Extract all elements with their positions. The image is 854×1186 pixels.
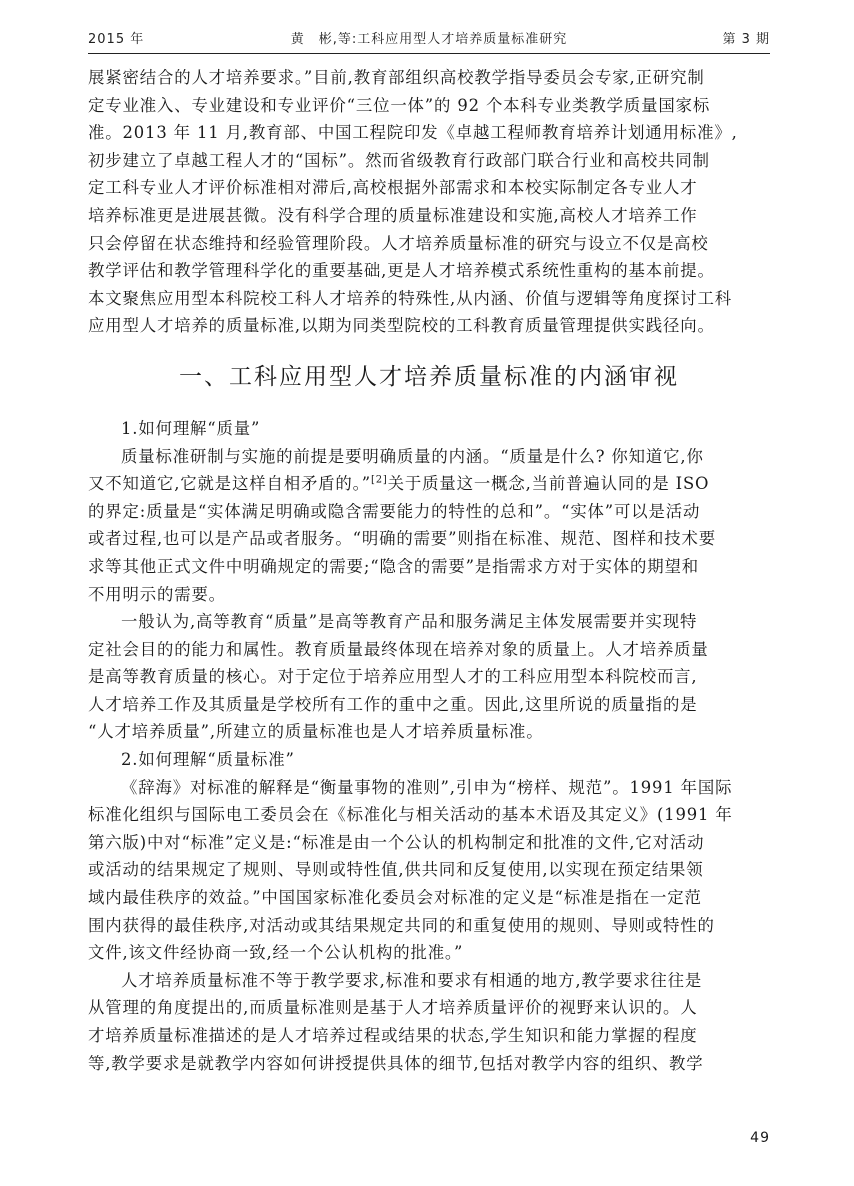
article-body [88,64,770,1077]
section-heading: 一、工科应用型人才培养质量标准的内涵审视 [179,363,679,390]
standard-definition-paragraph [88,774,770,967]
intro-paragraph [88,64,770,340]
text-line [88,470,770,498]
running-header [88,26,770,50]
text-line: 或者过程,也可以是产品或者服务。“明确的需要”则指在标准、规范、图样和技术要 [88,529,716,549]
text-line: 域内最佳秩序的效益。”中国国家标准化委员会对标准的定义是“标准是指在一定范 [88,888,702,908]
text-line: 本文聚焦应用型本科院校工科人才培养的特殊性,从内涵、价值与逻辑等角度探讨工科 [88,288,732,308]
text-segment: 又不知道它,它就是这样自相矛盾的。” [88,474,371,494]
text-line: 不用明示的需要。 [88,584,226,604]
text-line: 培养标准更是进展甚微。没有科学合理的质量标准建设和实施,高校人才培养工作 [88,205,698,225]
text-line: 《辞海》对标准的解释是“衡量事物的准则”,引申为“榜样、规范”。1991 年国际 [121,777,733,797]
text-line: 定专业准入、专业建设和专业评价“三位一体”的 92 个本科专业类教学质量国家标 [88,95,711,115]
text-line: 应用型人才培养的质量标准,以期为同类型院校的工科教育质量管理提供实践径向。 [88,316,715,336]
page-number: 49 [750,1130,770,1146]
text-line: 一般认为,高等教育“质量”是高等教育产品和服务满足主体发展需要并实现特 [121,612,698,632]
text-line: 从管理的角度提出的,而质量标准则是基于人才培养质量评价的视野来认识的。人 [88,998,698,1018]
subheading-quality-standard: 2.如何理解“质量标准” [121,750,295,770]
header-year: 2015 年 [88,32,145,47]
subheading-quality: 1.如何理解“质量” [121,418,261,438]
citation-link[interactable]: [2] [370,474,388,486]
text-line: 定社会目的的能力和属性。教育质量最终体现在培养对象的质量上。人才培养质量 [88,639,709,659]
text-line: 准。2013 年 11 月,教育部、中国工程院印发《卓越工程师教育培养计划通用标准》, [88,123,738,143]
text-line: 的界定:质量是“实体满足明确或隐含需要能力的特性的总和”。“实体”可以是活动 [88,501,701,521]
quality-paragraph [88,443,770,609]
higher-education-paragraph [88,608,770,746]
text-line: 围内获得的最佳秩序,对活动或其结果规定共同的和重复使用的规则、导则或特性的 [88,915,715,935]
header-title: 黄 彬,等:工科应用型人才培养质量标准研究 [290,32,568,47]
text-line: 初步建立了卓越工程人才的“国标”。然而省级教育行政部门联合行业和高校共同制 [88,150,710,170]
text-line: 才培养质量标准描述的是人才培养过程或结果的状态,学生知识和能力掌握的程度 [88,1026,698,1045]
requirement-paragraph [88,967,770,1077]
text-line: 人才培养工作及其质量是学校所有工作的重中之重。因此,这里所说的质量指的是 [88,694,698,714]
text-line: 定工科专业人才评价标准相对滞后,高校根据外部需求和本校实际制定各专业人才 [88,178,698,198]
text-line: 只会停留在状态维持和经验管理阶段。人才培养质量标准的研究与设立不仅是高校 [88,233,709,253]
text-line: 标准化组织与国际电工委员会在《标准化与相关活动的基本术语及其定义》(1991 年 [88,805,733,825]
header-issue: 第 3 期 [722,32,770,47]
text-line: 求等其他正式文件中明确规定的需要;“隐含的需要”是指需求方对于实体的期望和 [88,556,700,576]
text-line: 质量标准研制与实施的前提是要明确质量的内涵。“质量是什么? 你知道它,你 [121,446,704,466]
text-line: 教学评估和教学管理科学化的重要基础,更是人才培养模式系统性重构的基本前提。 [88,261,715,281]
text-line: 是高等教育质量的核心。对于定位于培养应用型人才的工科应用型本科院校而言, [88,667,698,687]
text-line: “人才培养质量”,所建立的质量标准也是人才培养质量标准。 [88,722,544,742]
text-segment: 关于质量这一概念,当前普遍认同的是 ISO [387,474,710,494]
text-line: 等,教学要求是就教学内容如何讲授提供具体的细节,包括对教学内容的组织、教学 [88,1053,704,1073]
header-divider [88,53,770,54]
text-line: 展紧密结合的人才培养要求。”目前,教育部组织高校教学指导委员会专家,正研究制 [88,68,705,87]
text-line: 第六版)中对“标准”定义是:“标准是由一个公认的机构制定和批准的文件,它对活动 [88,832,705,852]
text-line: 或活动的结果规定了规则、导则或特性值,供共同和反复使用,以实现在预定结果领 [88,860,704,880]
text-line: 文件,该文件经协商一致,经一个公认机构的批准。” [88,943,464,963]
text-line: 人才培养质量标准不等于教学要求,标准和要求有相通的地方,教学要求往往是 [121,970,703,990]
